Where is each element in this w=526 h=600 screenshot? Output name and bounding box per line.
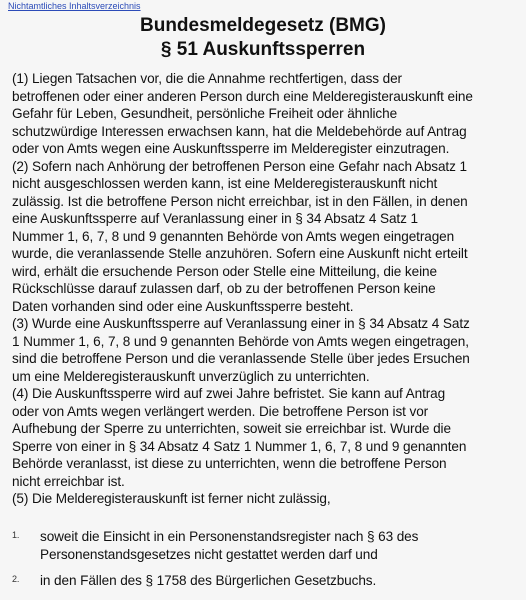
- section-title: § 51 Auskunftssperren: [160, 39, 366, 60]
- paragraph-3: [12, 315, 520, 385]
- paragraph-line: zulässig. Ist die betroffene Person nicht erreichbar, ist in den Fällen, in denen: [12, 193, 468, 209]
- law-title: Bundesmeldegesetz (BMG): [140, 15, 386, 36]
- paragraph-line: Sperre von einer in § 34 Absatz 4 Satz 1 Nummer 1, 6, 7, 8 und 9 genannten: [12, 438, 467, 454]
- numbered-list: [12, 528, 520, 590]
- paragraph-1: [12, 70, 520, 158]
- paragraph-line: oder von Amts wegen eine Auskunftssperre im Melderegister einzutragen.: [12, 141, 450, 156]
- list-item-line: in den Fällen des § 1758 des Bürgerlichen Gesetzbuchs.: [40, 573, 377, 588]
- paragraph-line: schutzwürdige Interessen erwachsen kann, hat die Meldebehörde auf Antrag: [12, 123, 467, 139]
- table-of-contents-link[interactable]: Nichtamtliches Inhaltsverzeichnis: [8, 1, 141, 11]
- paragraph-5: [12, 490, 520, 508]
- paragraph-line: wurde, die veranlassende Stelle anzuhören. Sofern eine Auskunft nicht erteilt: [12, 246, 468, 261]
- paragraph-line: Rückschlüsse darauf zulassen darf, ob zu der betroffenen Person keine: [12, 281, 436, 296]
- paragraph-line: um eine Melderegisterauskunft unverzüglich zu unterrichten.: [12, 368, 370, 384]
- list-item-line: soweit die Einsicht in ein Personenstandsregister nach § 63 des: [40, 529, 419, 544]
- list-item: [12, 572, 520, 590]
- paragraph-line: Aufhebung der Sperre zu unterrichten, soweit sie erreichbar ist. Wurde die: [12, 421, 451, 436]
- paragraph-line: (3) Wurde eine Auskunftssperre auf Veranlassung einer in § 34 Absatz 4 Satz: [12, 316, 470, 331]
- paragraph-4: [12, 385, 520, 490]
- paragraph-line: eine Auskunftssperre auf Veranlassung einer in § 34 Absatz 4 Satz 1: [12, 211, 418, 226]
- paragraph-line: nicht ausgeschlossen werden kann, ist eine Melderegisterauskunft nicht: [12, 176, 438, 191]
- paragraph-line: (5) Die Melderegisterauskunft ist ferner nicht zulässig,: [12, 491, 331, 506]
- paragraph-2: [12, 158, 520, 316]
- list-number: 2.: [12, 574, 20, 584]
- paragraph-line: Daten vorhanden sind oder eine Auskunftssperre besteht.: [12, 298, 354, 314]
- section-body: [12, 70, 520, 508]
- paragraph-line: (4) Die Auskunftssperre wird auf zwei Jahre befristet. Sie kann auf Antrag: [12, 386, 446, 401]
- paragraph-line: 1 Nummer 1, 6, 7, 8 und 9 genannten Behörde von Amts wegen eingetragen,: [12, 333, 469, 349]
- paragraph-line: Behörde veranlasst, ist diese zu unterrichten, wenn die betroffene Person: [12, 456, 447, 471]
- list-number: 1.: [12, 530, 20, 540]
- paragraph-line: (2) Sofern nach Anhörung der betroffenen Person eine Gefahr nach Absatz 1: [12, 158, 467, 174]
- paragraph-line: wird, erhält die ersuchende Person oder Stelle eine Mitteilung, die keine: [12, 263, 437, 279]
- list-item-line: Personenstandsgesetzes nicht gestattet werden darf und: [40, 546, 378, 562]
- paragraph-line: Gefahr für Leben, Gesundheit, persönliche Freiheit oder ähnliche: [12, 106, 398, 121]
- list-item: [12, 528, 520, 563]
- paragraph-line: sind die betroffene Person und die veranlassende Stelle über jedes Ersuchen: [12, 351, 470, 366]
- paragraph-line: betroffenen oder einer anderen Person durch eine Melderegisterauskunft eine: [12, 88, 473, 104]
- paragraph-line: (1) Liegen Tatsachen vor, die die Annahme rechtfertigen, dass der: [12, 71, 402, 86]
- paragraph-line: oder von Amts wegen verlängert werden. Die betroffene Person ist vor: [12, 403, 429, 419]
- paragraph-line: nicht erreichbar ist.: [12, 473, 125, 489]
- paragraph-line: Nummer 1, 6, 7, 8 und 9 genannten Behörde von Amts wegen eingetragen: [12, 228, 455, 244]
